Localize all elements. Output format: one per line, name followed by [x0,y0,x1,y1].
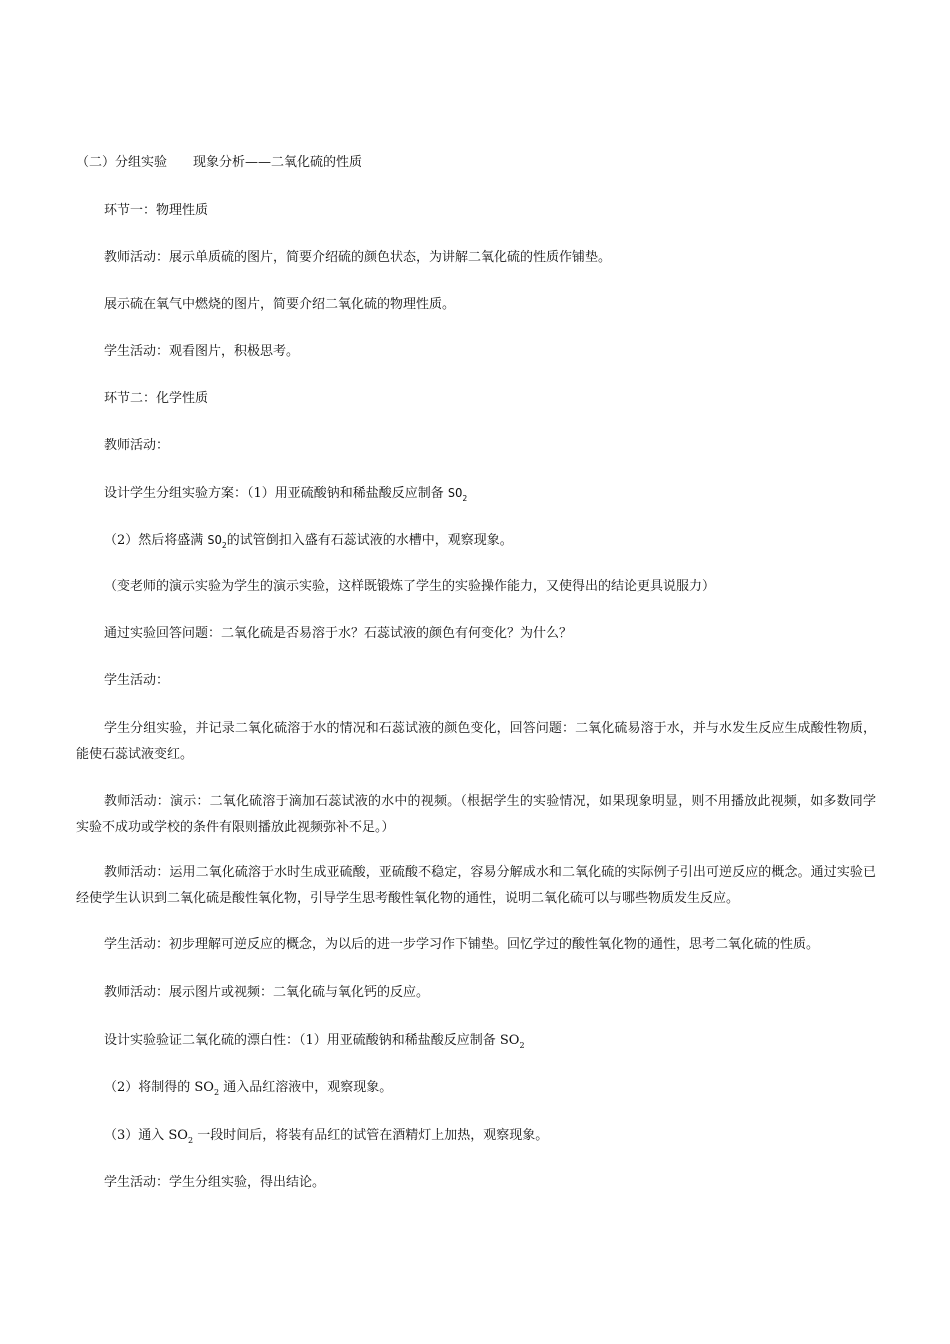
formula-base: SO [207,533,222,547]
teacher-activity-2: 教师活动：展示图片或视频：二氧化硫与氧化钙的反应。 [104,985,430,1000]
bleaching-experiment-step-2 [104,1075,904,1101]
step-text-before: （2）将制得的 [104,1080,195,1095]
step-text-before: （2）然后将盛满 [104,533,208,548]
teacher-activity-1: 教师活动：展示单质硫的图片，简要介绍硫的颜色状态，为讲解二氧化硫的性质作铺垫。 [104,250,612,265]
step-text: 设计实验验证二氧化硫的漂白性：（1）用亚硫酸钠和稀盐酸反应制备 [104,1033,500,1048]
stage-two-heading: 环节二：化学性质 [104,391,209,406]
stage-one-heading: 环节一：物理性质 [104,203,209,218]
bleaching-experiment-step-1 [104,1028,876,1054]
step-text-before: （3）通入 [104,1128,169,1143]
experiment-plan-step-2 [104,527,904,554]
formula-subscript: 2 [221,541,227,550]
step-text-after: 一段时间后，将装有品红的试管在酒精灯上加热，观察现象。 [193,1128,549,1143]
formula-so2 [168,1128,193,1143]
formula-base: SO [168,1128,188,1143]
teacher-activity-label: 教师活动： [104,438,170,453]
paragraph-reversible-reaction: 教师活动：运用二氧化硫溶于水时生成亚硫酸，亚硫酸不稳定，容易分解成水和二氧化硫的实际例子引出可逆反应的概念。通过实验已经使学生认识到二氧化硫是酸性氧化物，引导学生思考酸性氧化物的通性，说明二氧化硫可以与哪些物质发生反应。 [76,865,876,906]
section-heading: （二）分组实验 现象分析——二氧化硫的性质 [76,155,363,170]
formula-base: SO [194,1080,214,1095]
paragraph-note: （变老师的演示实验为学生的演示实验，这样既锻炼了学生的实验操作能力，又使得出的结论更具说服力） [104,579,716,594]
student-activity-label: 学生活动： [104,673,170,688]
step-text-after: 通入品红溶液中，观察现象。 [219,1080,393,1095]
experiment-plan-step-1 [104,480,876,507]
formula-subscript: 2 [213,1088,220,1097]
formula-base: SO [447,486,463,500]
paragraph-student-experiment: 学生分组实验，并记录二氧化硫溶于水的情况和石蕊试液的颜色变化，回答问题：二氧化硫易溶于水，并与水发生反应生成酸性物质，能使石蕊试液变红。 [76,721,876,762]
paragraph-questions: 通过实验回答问题：二氧化硫是否易溶于水？石蕊试液的颜色有何变化？为什么？ [104,626,573,641]
formula-subscript: 2 [462,494,468,503]
formula-base: SO [499,1033,520,1048]
student-activity-1: 学生活动：观看图片，积极思考。 [104,344,300,359]
bleaching-experiment-step-3 [104,1123,904,1149]
formula-subscript: 2 [519,1041,525,1050]
step-text-after: 的试管倒扣入盛有石蕊试液的水槽中，观察现象。 [226,533,513,548]
formula-so2 [207,533,227,550]
paragraph-sulfur-burning: 展示硫在氧气中燃烧的图片，简要介绍二氧化硫的物理性质。 [104,297,456,312]
student-activity-3: 学生活动：学生分组实验，得出结论。 [104,1175,326,1190]
step-text: 设计学生分组实验方案：（1）用亚硫酸钠和稀盐酸反应制备 [104,486,448,501]
formula-so2 [500,1033,525,1048]
formula-so2 [194,1080,219,1095]
formula-subscript: 2 [187,1136,194,1145]
formula-so2 [447,486,468,503]
paragraph-teacher-video: 教师活动：演示：二氧化硫溶于滴加石蕊试液的水中的视频。（根据学生的实验情况，如果现象明显，则不用播放此视频，如多数同学实验不成功或学校的条件有限则播放此视频弥补不足。） [76,794,876,835]
student-activity-2: 学生活动：初步理解可逆反应的概念，为以后的进一步学习作下铺垫。回忆学过的酸性氧化物的通性，思考二氧化硫的性质。 [104,937,820,952]
